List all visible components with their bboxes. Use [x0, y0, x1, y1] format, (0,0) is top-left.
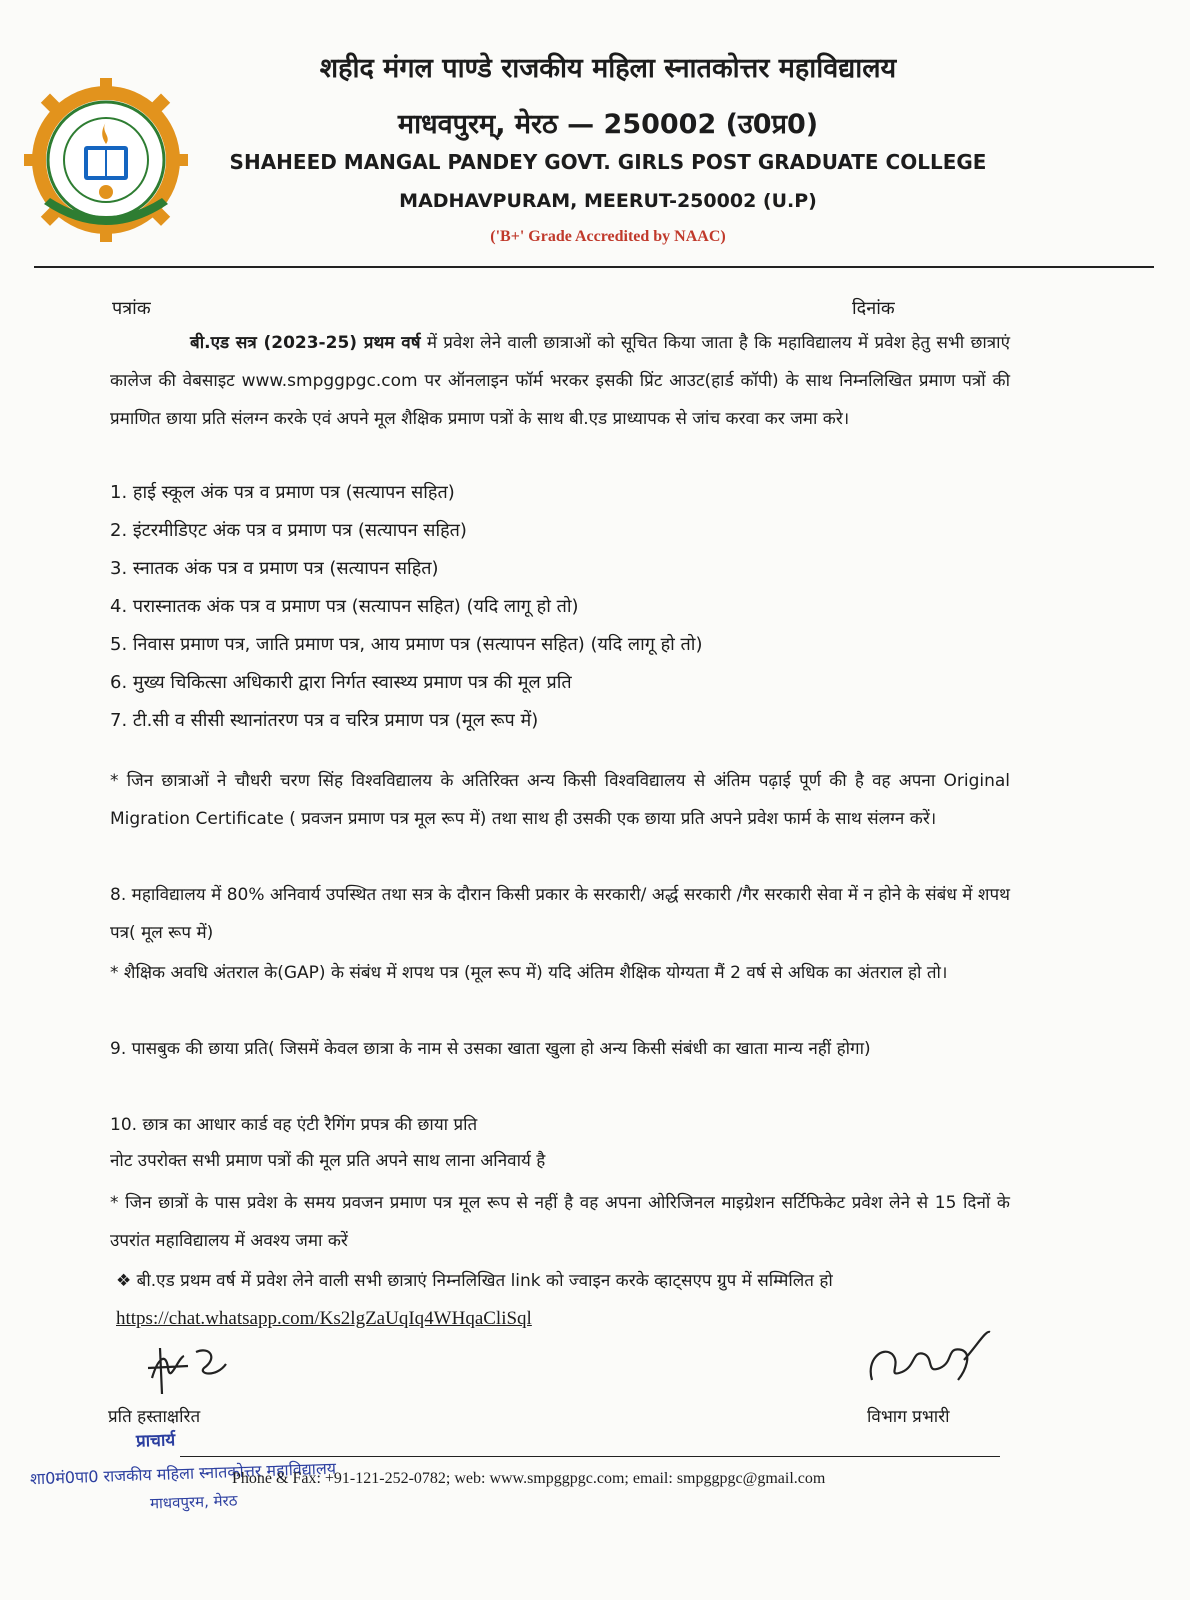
- original-certificates-note: नोट उपरोक्त सभी प्रमाण पत्रों की मूल प्रति अपने साथ लाना अनिवार्य है: [110, 1151, 546, 1171]
- list-item: 6. मुख्य चिकित्सा अधिकारी द्वारा निर्गत स्वास्थ्य प्रमाण पत्र की मूल प्रति: [110, 672, 572, 693]
- migration-submit-note: * जिन छात्रों के पास प्रवेश के समय प्रवजन प्रमाण पत्र मूल रूप से नहीं है वह अपना ओरिजिनल माइग्रेशन सर्टिफिकेट प्रवेश लेने से 15 दिनों के उपरांत महाविद्यालय में अवश्य जमा करें: [110, 1193, 1010, 1251]
- list-item-8: 8. महाविद्यालय में 80% अनिवार्य उपस्थित तथा सत्र के दौरान किसी प्रकार के सरकारी/ अर्द्ध सरकारी /गैर सरकारी सेवा में न होने के संबंध में शपथ पत्र( मूल रूप में): [110, 885, 1010, 943]
- list-item: 1. हाई स्कूल अंक पत्र व प्रमाण पत्र (सत्यापन सहित): [110, 482, 455, 503]
- header-divider: [34, 266, 1154, 268]
- college-name-english: SHAHEED MANGAL PANDEY GOVT. GIRLS POST GRADUATE COLLEGE: [229, 150, 987, 174]
- principal-stamp-line2: माधवपुरम, मेरठ: [149, 1491, 238, 1513]
- principal-stamp-title: प्राचार्य: [135, 1430, 176, 1452]
- list-item: 7. टी.सी व सीसी स्थानांतरण पत्र व चरित्र प्रमाण पत्र (मूल रूप में): [110, 710, 539, 731]
- left-signature: [138, 1338, 248, 1404]
- college-logo: [22, 76, 190, 246]
- migration-note: * जिन छात्राओं ने चौधरी चरण सिंह विश्वविद्यालय के अतिरिक्त अन्य किसी विश्वविद्यालय से अंतिम पढ़ाई पूर्ण की है वह अपना Original Migration Certificate ( प्रवजन प्रमाण पत्र मूल रूप में) तथा साथ ही उसकी एक छाया प्रति अपने प्रवेश फार्म के साथ संलग्न करें।: [110, 771, 1010, 829]
- intro-text: में प्रवेश लेने वाली छात्राओं को सूचित किया जाता है कि महाविद्यालय में प्रवेश हेतु सभी छात्राएं कालेज की वेबसाइट www.smpggpgc.com पर ऑनलाइन फॉर्म भरकर इसकी प्रिंट आउट(हार्ड कॉपी) के साथ निम्नलिखित प्रमाण पत्रों की प्रमाणित छाया प्रति संलग्न करके एवं अपने मूल शैक्षिक प्रमाण पत्रों के साथ बी.एड प्राध्यापक से जांच करवा कर जमा करे।: [110, 333, 1010, 429]
- countersigned-label: प्रति हस्ताक्षरित: [108, 1407, 201, 1427]
- date-label: दिनांक: [852, 298, 895, 319]
- whatsapp-notice-text: बी.एड प्रथम वर्ष में प्रवेश लेने वाली सभी छात्राएं निम्नलिखित link को ज्वाइन करके व्हाट्सएप ग्रुप में सम्मिलित हो: [136, 1271, 833, 1291]
- list-item: 5. निवास प्रमाण पत्र, जाति प्रमाण पत्र, आय प्रमाण पत्र (सत्यापन सहित) (यदि लागू हो तो): [110, 634, 703, 655]
- list-item-10: 10. छात्र का आधार कार्ड वह एंटी रैगिंग प्रपत्र की छाया प्रति: [110, 1115, 478, 1135]
- diamond-bullet-icon: ❖: [116, 1271, 132, 1291]
- college-name-hindi: शहीद मंगल पाण्डे राजकीय महिला स्नातकोत्तर महाविद्यालय: [319, 53, 897, 84]
- list-item: 2. इंटरमीडिएट अंक पत्र व प्रमाण पत्र (सत्यापन सहित): [110, 520, 467, 541]
- gap-note: * शैक्षिक अवधि अंतराल के(GAP) के संबंध में शपथ पत्र (मूल रूप में) यदि अंतिम शैक्षिक योग्यता मैं 2 वर्ष से अधिक का अंतराल हो तो।: [110, 963, 948, 983]
- college-address-hindi: माधवपुरम्, मेरठ — 250002 (उ0प्र0): [397, 109, 819, 140]
- department-head-label: विभाग प्रभारी: [867, 1407, 950, 1427]
- intro-bold-lead: बी.एड सत्र (2023-25) प्रथम वर्ष: [190, 333, 421, 353]
- list-item: 4. परास्नातक अंक पत्र व प्रमाण पत्र (सत्यापन सहित) (यदि लागू हो तो): [110, 596, 579, 617]
- principal-stamp-line1: शा0मं0पा0 राजकीय महिला स्नातकोत्तर महाविद्यालय: [29, 1458, 337, 1489]
- footer-contact: Phone & Fax: +91-121-252-0782; web: www.smpggpgc.com; email: smpggpgc@gmail.com: [232, 1470, 826, 1487]
- list-item-9: 9. पासबुक की छाया प्रति( जिसमें केवल छात्रा के नाम से उसका खाता खुला हो अन्य किसी संबंधी का खाता मान्य नहीं होगा): [110, 1039, 871, 1059]
- whatsapp-group-link[interactable]: https://chat.whatsapp.com/Ks2lgZaUqIq4WHqaCliSql: [116, 1308, 532, 1329]
- naac-accreditation: ('B+' Grade Accredited by NAAC): [490, 228, 726, 245]
- college-address-english: MADHAVPURAM, MEERUT-250002 (U.P): [399, 190, 817, 212]
- documents-list: [110, 474, 1010, 740]
- intro-paragraph: [110, 324, 1010, 438]
- list-item: 3. स्नातक अंक पत्र व प्रमाण पत्र (सत्यापन सहित): [110, 558, 439, 579]
- ref-number-label: पत्रांक: [112, 298, 151, 319]
- right-signature: [862, 1320, 1012, 1400]
